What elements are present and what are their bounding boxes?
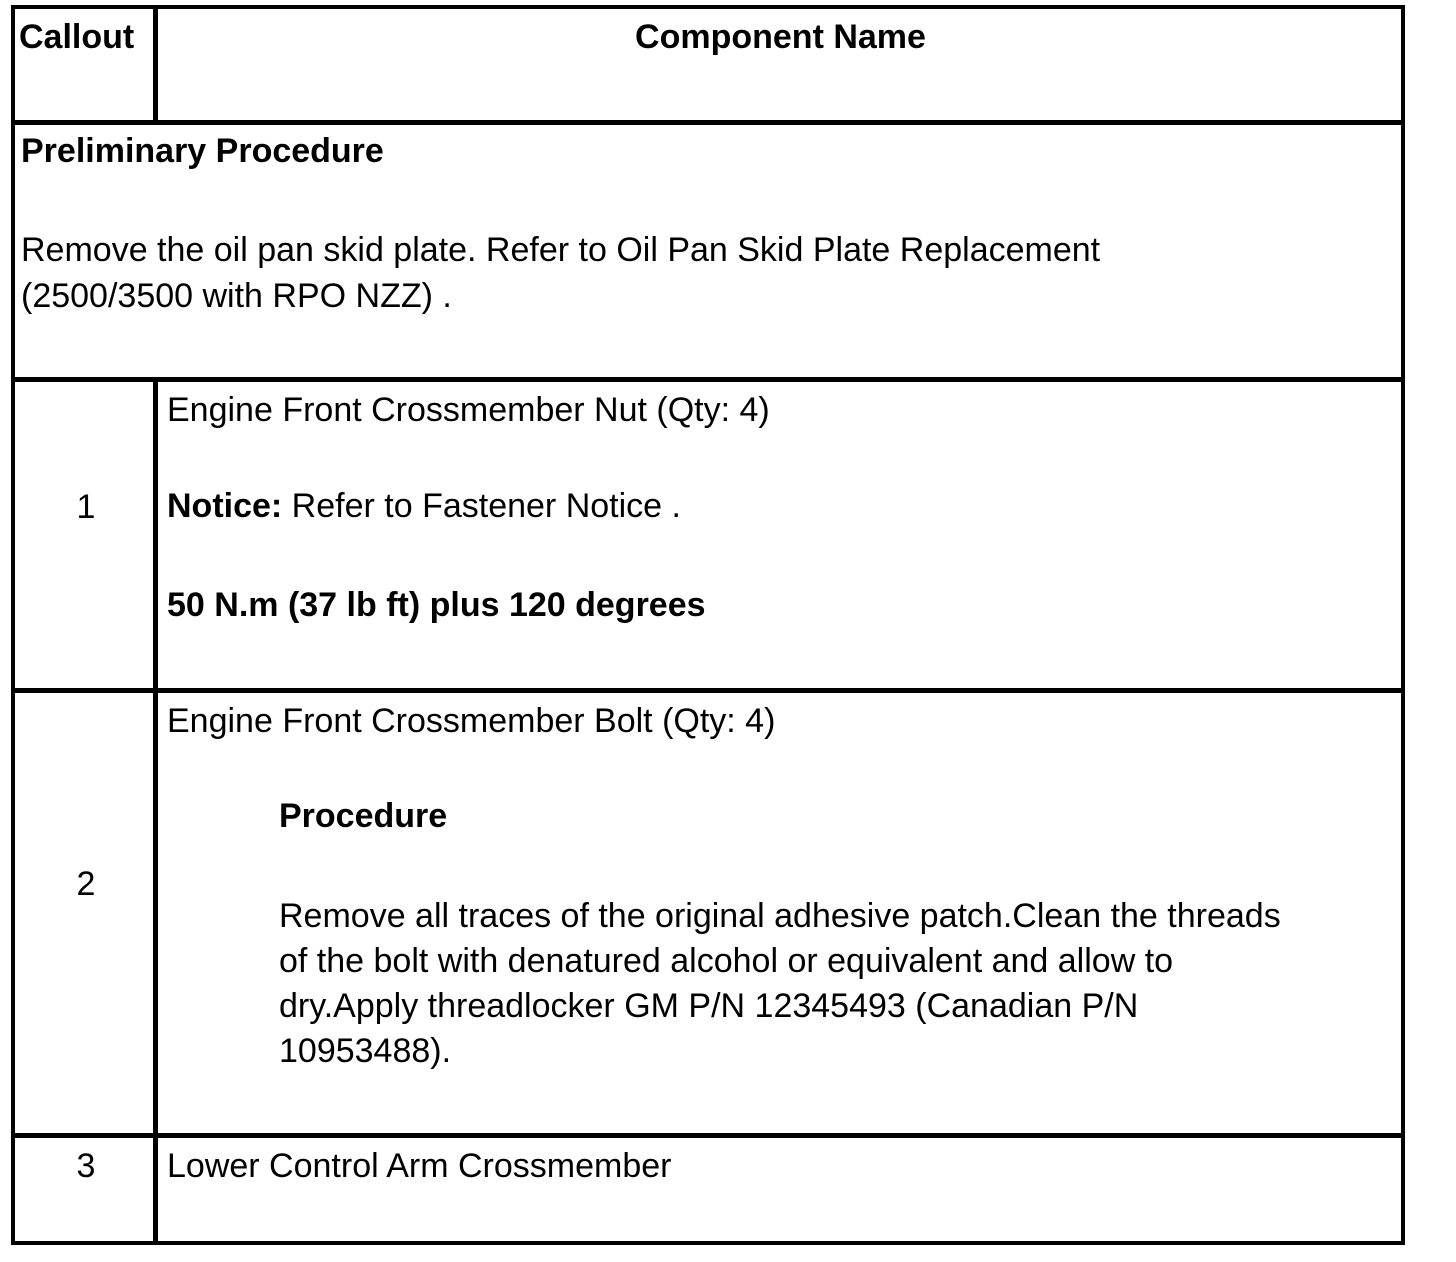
- row-divider: [15, 688, 1401, 693]
- component-name: Lower Control Arm Crossmember: [167, 1147, 672, 1185]
- procedure-text-line2: of the bolt with denatured alcohol or equivalent and allow to: [279, 942, 1174, 980]
- callout-number: 2: [76, 865, 96, 903]
- preliminary-text-line2: (2500/3500 with RPO NZZ) .: [21, 277, 452, 315]
- header-callout: Callout: [19, 18, 135, 56]
- callout-number: 1: [76, 488, 96, 526]
- component-name: Engine Front Crossmember Bolt (Qty: 4): [167, 702, 776, 740]
- column-divider: [153, 377, 158, 1245]
- notice: [167, 486, 681, 526]
- procedure-text-line1: Remove all traces of the original adhesive patch.Clean the threads: [279, 897, 1281, 935]
- preliminary-title: Preliminary Procedure: [21, 132, 384, 170]
- torque-spec: 50 N.m (37 lb ft) plus 120 degrees: [167, 586, 706, 624]
- row-divider: [15, 120, 1401, 125]
- row-divider: [15, 1133, 1401, 1138]
- callout-number: 3: [76, 1147, 96, 1185]
- procedure-text-line3: dry.Apply threadlocker GM P/N 12345493 (Canadian P/N: [279, 987, 1139, 1025]
- row-divider: [15, 377, 1401, 382]
- component-name: Engine Front Crossmember Nut (Qty: 4): [167, 391, 770, 429]
- preliminary-text-line1: Remove the oil pan skid plate. Refer to Oil Pan Skid Plate Replacement: [21, 231, 1101, 269]
- notice-text: Refer to Fastener Notice .: [282, 487, 681, 525]
- component-table: [11, 5, 1405, 1245]
- notice-label: Notice:: [167, 487, 283, 525]
- procedure-title: Procedure: [279, 797, 448, 835]
- procedure-text-line4: 10953488).: [279, 1032, 452, 1070]
- header-component-name: Component Name: [635, 18, 926, 56]
